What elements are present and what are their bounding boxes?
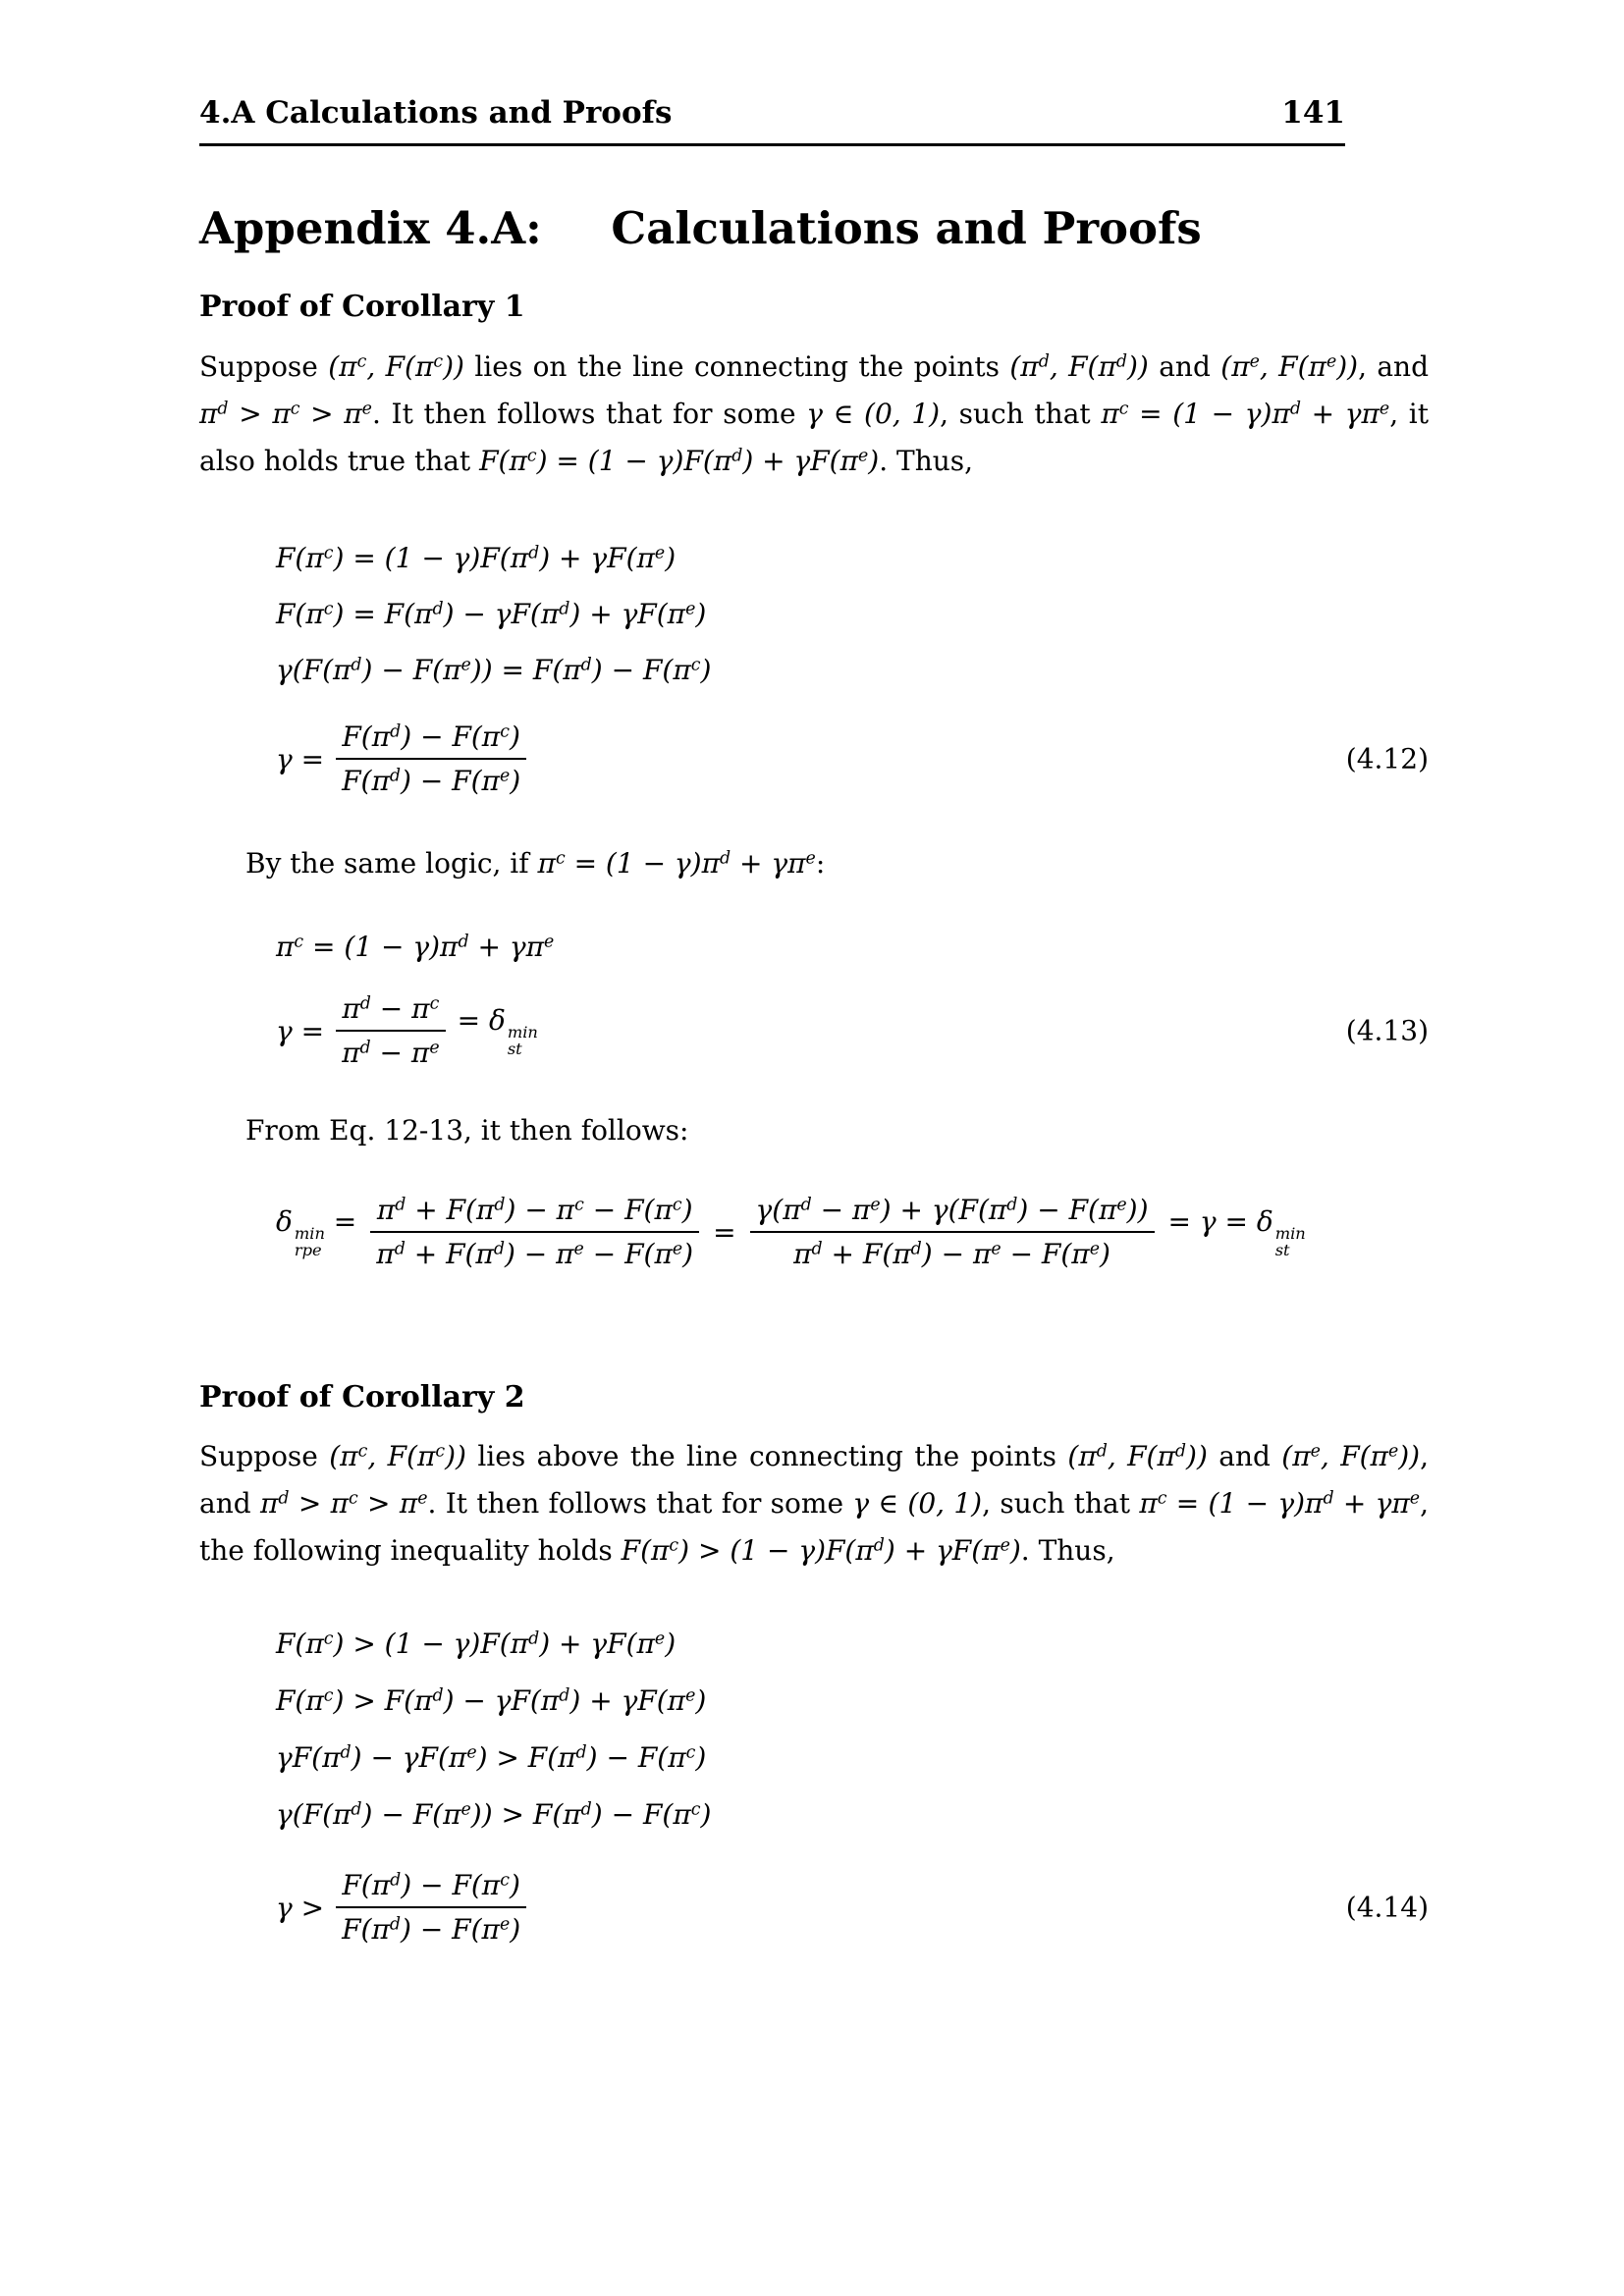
fraction [336, 720, 526, 798]
fraction [336, 991, 445, 1070]
fraction-bar [336, 758, 526, 760]
fraction-denominator: $\pi^d - \pi^e$ [342, 1037, 440, 1069]
fraction-denominator: $F(\pi^d) - F(\pi^e)$ [342, 765, 521, 797]
fraction-denominator: $F(\pi^d) - F(\pi^e)$ [342, 1913, 521, 1946]
equation-4-13-lhs: γ = [276, 1014, 325, 1047]
proof-1-heading: Proof of Corollary 1 [199, 290, 525, 324]
proof-2-derivation-block [276, 1616, 711, 1843]
proof-2-intro-paragraph: Suppose ($\pi^c$, $F(\pi^c)$) lies above the line connecting the points ($\pi^d$, $F(\pi^d)$) and ($\pi^e$, $F(\pi^e)$), and $\pi^d > \pi^c > \pi^e$. It then follows that for some γ ∈ (0, 1), such that $\pi^c = (1 - \gamma)\pi^d + \gamma\pi^e$, the following inequality holds $F(\pi^c) > (1 - \gamma)F(\pi^d) + \gamma F(\pi^e)$. Thus, [199, 1440, 1429, 1567]
equation-line-3: $\gamma F(\pi^d) - \gamma F(\pi^e) > F(\pi^d) - F(\pi^c)$ [276, 1741, 707, 1774]
equation-number-4-13: (4.13) [1345, 1014, 1429, 1047]
proof-2-heading: Proof of Corollary 2 [199, 1380, 525, 1415]
fraction-bar [336, 1906, 526, 1908]
delta-rhs: = γ = δ min st [1167, 1204, 1306, 1260]
equation-number-4-12: (4.12) [1345, 742, 1429, 775]
equation-number-4-14: (4.14) [1345, 1891, 1429, 1924]
equation-4-14-lhs: γ > [276, 1891, 325, 1924]
equation-line-1: $F(\pi^c) > (1 - \gamma)F(\pi^d) + \gamma F(\pi^e)$ [276, 1628, 677, 1660]
equation-4-13-rhs: = δ min st [457, 1003, 538, 1059]
fraction-numerator: $\pi^d - \pi^c$ [342, 992, 440, 1025]
equation-line-1: $F(\pi^c) = (1 - \gamma)F(\pi^d) + \gamma F(\pi^e)$ [276, 542, 677, 574]
running-section-title: 4.A Calculations and Proofs [199, 95, 673, 131]
equation-4-13 [276, 987, 1429, 1075]
fraction-denominator: $\pi^d + F(\pi^d) - \pi^e - F(\pi^e)$ [376, 1238, 694, 1270]
equation-line-3: $\gamma(F(\pi^d) - F(\pi^e)) = F(\pi^d) - F(\pi^c)$ [276, 654, 712, 686]
fraction-numerator: $F(\pi^d) - F(\pi^c)$ [342, 1869, 520, 1901]
equation-line-2: $F(\pi^c) > F(\pi^d) - \gamma F(\pi^d) + \gamma F(\pi^e)$ [276, 1684, 707, 1717]
fraction [336, 1868, 526, 1947]
equation-4-12-lhs: γ = [276, 742, 325, 775]
appendix-title [199, 202, 1202, 254]
fraction-bar [336, 1030, 445, 1032]
fraction-numerator: $\gamma(\pi^d - \pi^e) + \gamma(F(\pi^d) - F(\pi^e))$ [755, 1194, 1149, 1226]
equation-line-4: $\gamma(F(\pi^d) - F(\pi^e)) > F(\pi^d) - F(\pi^c)$ [276, 1798, 712, 1831]
equation-line-2: $F(\pi^c) = F(\pi^d) - \gamma F(\pi^d) + \gamma F(\pi^e)$ [276, 598, 707, 630]
fraction [750, 1193, 1155, 1271]
page-number: 141 [1281, 95, 1345, 131]
proof-1-fromline-text: From Eq. 12-13, it then follows: [245, 1114, 689, 1147]
appendix-title-number: Appendix 4.A: [199, 202, 542, 254]
fraction [370, 1193, 699, 1271]
equation-delta-chain [276, 1185, 1429, 1279]
equals-sign: = [713, 1215, 736, 1249]
equation-4-12 [276, 714, 1429, 804]
proof-1-intro-paragraph: Suppose ($\pi^c$, $F(\pi^c)$) lies on the line connecting the points ($\pi^d$, $F(\pi^d)$) and ($\pi^e$, $F(\pi^e)$), and $\pi^d > \pi^c > \pi^e$. It then follows that for some γ ∈ (0, 1), such that $\pi^c = (1 - \gamma)\pi^d + \gamma\pi^e$, it also holds true that $F(\pi^c) = (1 - \gamma)F(\pi^d) + \gamma F(\pi^e)$. Thus, [199, 350, 1430, 477]
page-header [199, 95, 1345, 146]
fraction-bar [370, 1231, 699, 1233]
appendix-title-text: Calculations and Proofs [611, 202, 1202, 254]
delta-lhs: δ min rpe = [276, 1204, 357, 1260]
proof-1-bylogic-text: By the same logic, if $\pi^c = (1 - \gamma)\pi^d + \gamma\pi^e$: [245, 847, 826, 880]
fraction-numerator: $\pi^d + F(\pi^d) - \pi^c - F(\pi^c)$ [376, 1194, 693, 1226]
equation-4-14 [276, 1861, 1429, 1953]
proof-1-derivation-block [276, 530, 711, 698]
fraction-denominator: $\pi^d + F(\pi^d) - \pi^e - F(\pi^e)$ [793, 1238, 1110, 1270]
equation-line-pi: $\pi^c = (1 - \gamma)\pi^d + \gamma\pi^e$ [276, 931, 555, 963]
fraction-numerator: $F(\pi^d) - F(\pi^c)$ [342, 721, 520, 753]
fraction-bar [750, 1231, 1155, 1233]
